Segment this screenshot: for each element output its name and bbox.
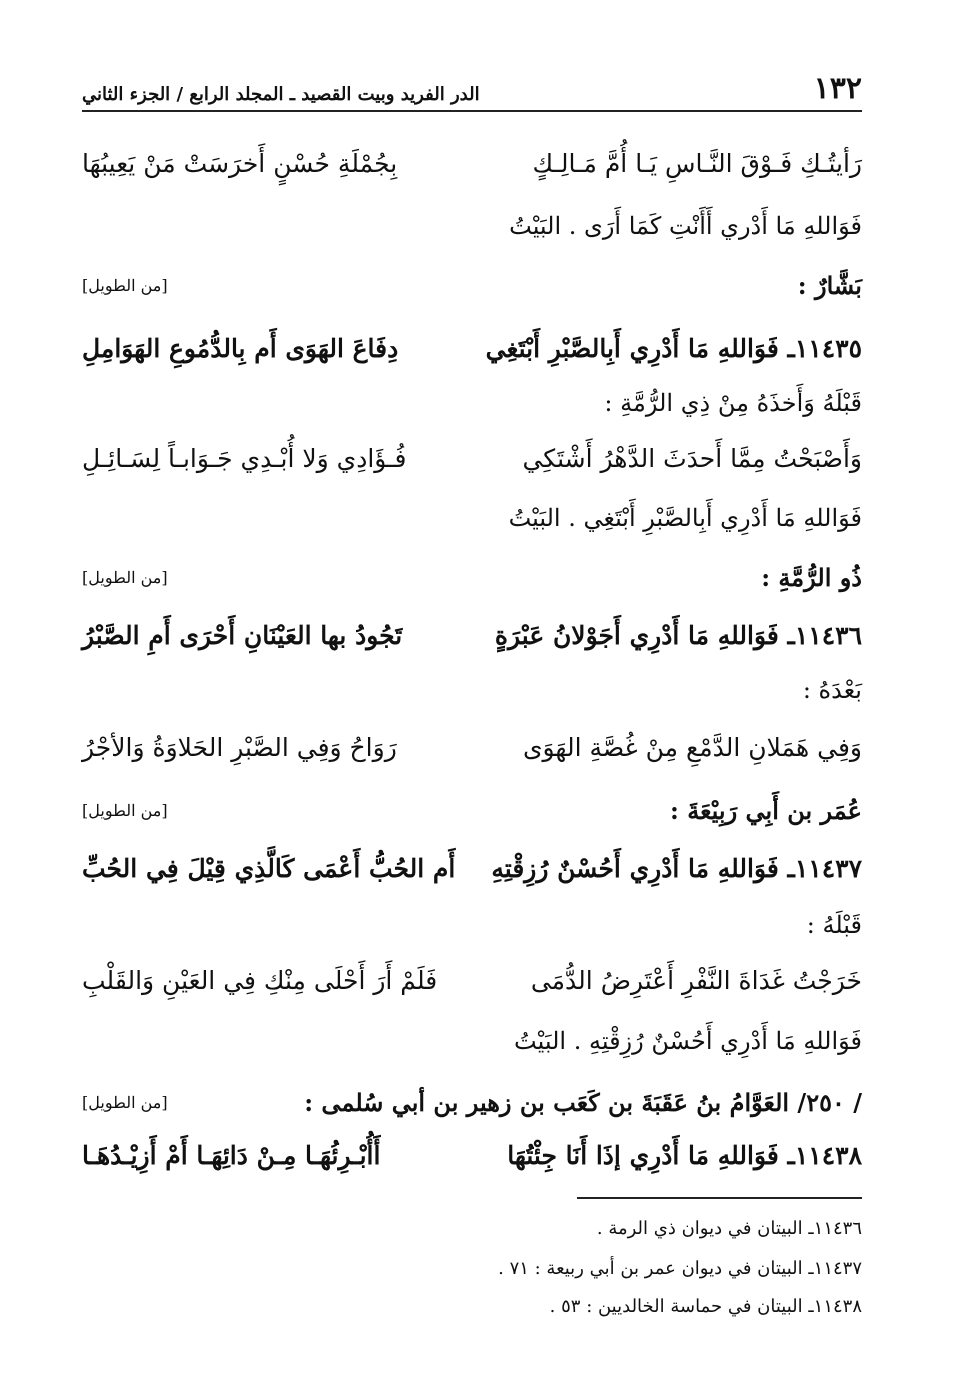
prose-text: فَوَاللهِ مَا أَدْرِي أَحُسْنٌ رُزِقْتِهِ . البَيْتُ xyxy=(514,1027,862,1055)
verse-second-hemistich: فُـؤَادِي وَلا أُبْـدِي جَـوَابـاً لِسَـائِـلِ xyxy=(82,443,407,473)
poet-heading xyxy=(82,1080,862,1124)
verse-second-hemistich: بِجُمْلَةِ حُسْنٍ أَخرَسَتْ مَنْ يَعِيبُهَا xyxy=(82,148,398,178)
meter-tag: [من الطويل] xyxy=(82,800,168,820)
page-number: ١٣٢ xyxy=(813,71,862,106)
verse-entry-11438 xyxy=(82,1130,862,1180)
verse-first-hemistich: ١١٤٣٦ـ فَوَاللهِ مَا أَدْرِي أَجَوْلانُ عَبْرَةٍ xyxy=(494,620,862,650)
page-header xyxy=(82,64,862,112)
verse-first-hemistich: ١١٤٣٨ـ فَوَاللهِ مَا أَدْرِي إذَا أَنَا جِئْتُهَا xyxy=(507,1140,862,1170)
verse-first-hemistich: خَرَجْتُ غَدَاةَ النَّفْرِ أَعْتَرِضُ الدُّمَى xyxy=(530,965,862,995)
poet-heading xyxy=(82,263,862,307)
footnote: ١١٤٣٧ـ البيتان في ديوان عمر بن أبي ربيعة : ٧١ . xyxy=(498,1258,862,1279)
prose-line xyxy=(82,668,862,712)
verse-line xyxy=(82,138,862,188)
verse-line xyxy=(82,433,862,483)
prose-line xyxy=(82,495,862,541)
prose-text: قَبْلَهُ : xyxy=(806,911,862,939)
prose-text: بَعْدَهُ : xyxy=(802,676,862,704)
prose-text: فَوَاللهِ مَا أَدْري أَأَنْتِ كَمَا أَرَى . البَيْتُ xyxy=(509,212,862,240)
footnote: ١١٤٣٨ـ البيتان في حماسة الخالديين : ٥٣ . xyxy=(549,1296,862,1317)
prose-line xyxy=(82,1018,862,1064)
verse-line xyxy=(82,955,862,1005)
verse-line xyxy=(82,722,862,772)
verse-first-hemistich: وَأَصْبَحْتُ مِمَّا أَحدَثَ الدَّهْرُ أَشْتَكِي xyxy=(522,443,862,473)
verse-second-hemistich: دِفَاعَ الهَوَى أَم بِالدُّمُوعِ الهَوَامِلِ xyxy=(82,333,399,363)
verse-first-hemistich: رَأيتُـكِ فَـوْقَ النَّـاسِ يَـا أُمَّ مَـالِـكٍ xyxy=(532,148,862,178)
verse-first-hemistich: ١١٤٣٧ـ فَوَاللهِ مَا أَدْرِي أَحُسْنٌ رُزِقْتِهِ xyxy=(491,853,862,883)
verse-entry-11437 xyxy=(82,843,862,893)
meter-tag: [من الطويل] xyxy=(82,1092,168,1112)
poet-heading xyxy=(82,555,862,599)
verse-second-hemistich: رَوَاحُ وَفِي الصَّبْرِ الحَلاوَةُ وَالأجْرُ xyxy=(82,732,397,762)
footnote: ١١٤٣٦ـ البيتان في ديوان ذي الرمة . xyxy=(596,1218,862,1239)
verse-entry-11435 xyxy=(82,323,862,373)
poet-name: ذُو الرُّمَّةِ : xyxy=(761,562,862,592)
poet-name: / ٢٥٠/ العَوَّامُ بنُ عَقَبَةَ بن كَعَب بن زهير بن أبي سُلمى : xyxy=(304,1087,862,1117)
prose-line xyxy=(82,381,862,425)
verse-second-hemistich: أَأُبْـرِئُهَـا مِـنْ دَائِهَـا أَمْ أَزِيْـدُهَـا xyxy=(82,1140,381,1170)
prose-line xyxy=(82,903,862,947)
running-title: الدر الفريد وبيت القصيد ـ المجلد الرابع / الجزء الثاني xyxy=(82,84,480,105)
meter-tag: [من الطويل] xyxy=(82,275,168,295)
poet-name: بَشَّارٌ : xyxy=(797,270,862,300)
poet-heading xyxy=(82,788,862,832)
prose-line xyxy=(82,203,862,249)
meter-tag: [من الطويل] xyxy=(82,567,168,587)
prose-text: قَبْلَهُ وَأَخذَهُ مِنْ ذِي الرُّمَّةِ : xyxy=(604,389,862,417)
verse-second-hemistich: أَم الحُبُّ أَعْمَى كَالَّذِي قِيْلَ فِي الحُبِّ xyxy=(82,853,456,883)
prose-text: فَوَاللهِ مَا أَدْرِي أَبِالصَّبْرِ أَبْتَغِي . البَيْتُ xyxy=(508,504,862,532)
footnote-divider xyxy=(577,1197,862,1199)
verse-first-hemistich: ١١٤٣٥ـ فَوَاللهِ مَا أَدْرِي أَبِالصَّبْرِ أَبْتَغِي xyxy=(485,333,862,363)
verse-second-hemistich: تَجُودُ بها العَيْنَانِ أَحْرَى أَمِ الصَّبْرُ xyxy=(82,620,403,650)
poet-name: عُمَر بن أَبِي رَبِيْعَةَ : xyxy=(670,795,862,825)
verse-entry-11436 xyxy=(82,610,862,660)
verse-second-hemistich: فَلَمْ أَرَ أَحْلَى مِنْكِ فِي العَيْنِ وَالقَلْبِ xyxy=(82,965,438,995)
verse-first-hemistich: وَفِي هَمَلانِ الدَّمْعِ مِنْ غُصَّةِ الهَوَى xyxy=(522,732,862,762)
